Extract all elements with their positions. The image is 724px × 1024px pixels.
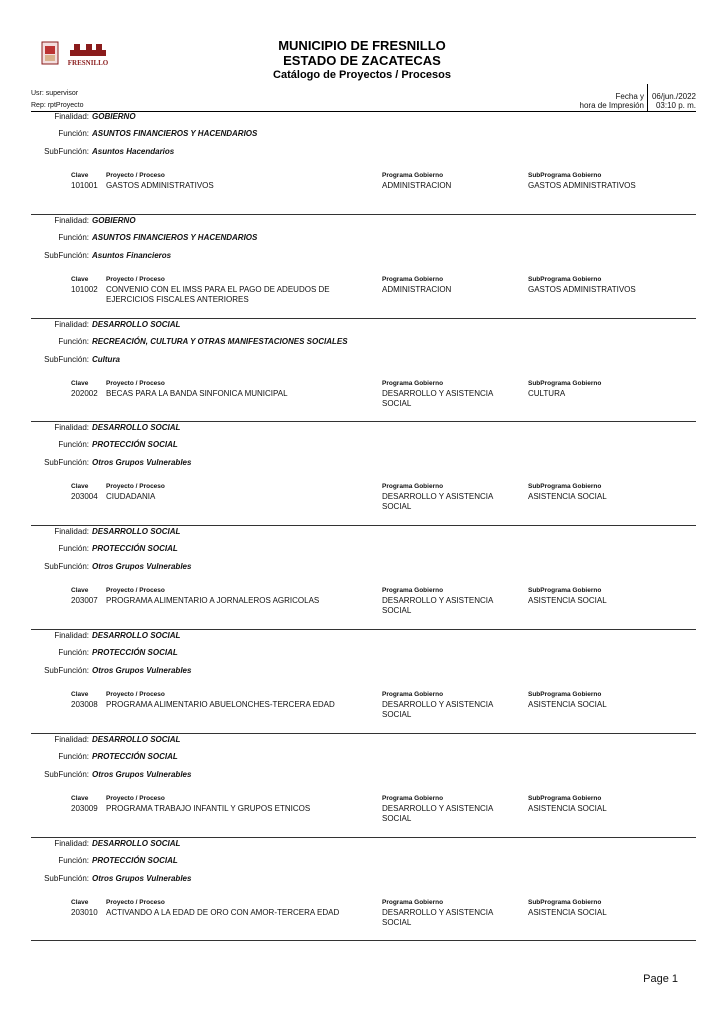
subfuncion-row (31, 666, 191, 675)
programa-value: DESARROLLO Y ASISTENCIA SOCIAL (382, 907, 493, 927)
programa-header: Programa Gobierno (382, 898, 444, 906)
finalidad-label: Finalidad: (54, 838, 89, 848)
proyecto-header: Proyecto / Proceso (106, 587, 165, 595)
subprograma-header: SubPrograma Gobierno (528, 794, 602, 802)
print-date-value (650, 92, 696, 110)
print-date-label-line1: Fecha y (615, 92, 644, 101)
finalidad-row (31, 527, 180, 536)
report-title: Catálogo de Proyectos / Procesos (273, 69, 451, 81)
subprograma-header: SubPrograma Gobierno (528, 690, 602, 698)
page-number: Page 1 (643, 973, 678, 985)
proyecto-header: Proyecto / Proceso (106, 172, 165, 179)
subfuncion-value: Asuntos Financieros (92, 250, 172, 260)
print-date-divider (647, 84, 648, 112)
funcion-row (31, 648, 178, 657)
subfuncion-row (31, 458, 191, 467)
subfuncion-value: Otros Grupos Vulnerables (92, 458, 192, 468)
subprograma-header: SubPrograma Gobierno (528, 275, 602, 283)
subprograma-value: ASISTENCIA SOCIAL (528, 492, 607, 502)
proyecto-header: Proyecto / Proceso (106, 483, 165, 491)
programa-header: Programa Gobierno (382, 794, 444, 802)
finalidad-value: DESARROLLO SOCIAL (92, 734, 181, 744)
finalidad-value: DESARROLLO SOCIAL (92, 319, 181, 329)
proyecto-value: PROGRAMA ALIMENTARIO A JORNALEROS AGRICOLAS (106, 596, 320, 606)
programa-value: DESARROLLO Y ASISTENCIA SOCIAL (382, 596, 493, 616)
subprograma-value: ASISTENCIA SOCIAL (528, 699, 607, 709)
subprograma-value: CULTURA (528, 388, 566, 398)
proyecto-value: PROGRAMA TRABAJO INFANTIL Y GRUPOS ETNICOS (106, 803, 311, 813)
finalidad-label: Finalidad: (54, 112, 89, 121)
programa-header: Programa Gobierno (382, 275, 444, 283)
funcion-label: Función: (58, 129, 89, 138)
clave-header: Clave (71, 172, 89, 179)
project-record (31, 111, 696, 215)
proyecto-value: PROGRAMA ALIMENTARIO ABUELONCHES-TERCERA EDAD (106, 699, 335, 709)
subprograma-value: ASISTENCIA SOCIAL (528, 803, 607, 813)
finalidad-value: GOBIERNO (92, 215, 136, 225)
page-title: MUNICIPIO DE FRESNILLO (278, 38, 446, 53)
funcion-label: Función: (58, 336, 89, 346)
funcion-value: PROTECCIÓN SOCIAL (92, 544, 178, 554)
programa-value: ADMINISTRACION (382, 181, 452, 190)
subfuncion-value: Otros Grupos Vulnerables (92, 562, 192, 572)
subfuncion-label: SubFunción: (44, 873, 89, 883)
subfuncion-label: SubFunción: (44, 769, 89, 779)
proyecto-value: CIUDADANIA (106, 492, 156, 502)
page-subtitle: ESTADO DE ZACATECAS (283, 53, 441, 68)
finalidad-row (31, 320, 180, 329)
subprograma-header: SubPrograma Gobierno (528, 483, 602, 491)
programa-header: Programa Gobierno (382, 483, 444, 491)
programa-value: ADMINISTRACION (382, 284, 452, 294)
funcion-value: ASUNTOS FINANCIEROS Y HACENDARIOS (92, 232, 258, 242)
finalidad-row (31, 839, 180, 848)
funcion-label: Función: (58, 855, 89, 865)
subfuncion-row (31, 770, 191, 779)
clave-header: Clave (71, 275, 89, 283)
clave-value: 202002 (71, 388, 98, 398)
finalidad-value: GOBIERNO (92, 112, 136, 121)
subprograma-value: ASISTENCIA SOCIAL (528, 907, 607, 917)
funcion-value: PROTECCIÓN SOCIAL (92, 751, 178, 761)
subfuncion-value: Otros Grupos Vulnerables (92, 873, 192, 883)
print-time: 03:10 p. m. (655, 101, 696, 110)
subfuncion-row (31, 251, 171, 260)
subfuncion-row (31, 874, 191, 883)
subprograma-header: SubPrograma Gobierno (528, 172, 602, 179)
project-record (31, 526, 696, 630)
logo-wordmark: FRESNILLO (67, 59, 109, 67)
clave-value: 203009 (71, 803, 98, 813)
programa-value: DESARROLLO Y ASISTENCIA SOCIAL (382, 803, 493, 823)
subprograma-value: GASTOS ADMINISTRATIVOS (528, 284, 636, 294)
user-label: Usr: supervisor (31, 90, 79, 97)
proyecto-value: CONVENIO CON EL IMSS PARA EL PAGO DE ADEUDOS DE EJERCICIOS FISCALES ANTERIORES (106, 284, 330, 304)
clave-header: Clave (71, 587, 89, 595)
subfuncion-label: SubFunción: (44, 354, 89, 364)
proyecto-header: Proyecto / Proceso (106, 690, 165, 698)
clave-value: 203010 (71, 907, 98, 917)
finalidad-label: Finalidad: (54, 319, 89, 329)
funcion-row (31, 233, 257, 242)
subfuncion-value: Asuntos Hacendarios (92, 147, 175, 156)
programa-value: DESARROLLO Y ASISTENCIA SOCIAL (382, 699, 493, 719)
finalidad-label: Finalidad: (54, 630, 89, 640)
finalidad-label: Finalidad: (54, 215, 89, 225)
finalidad-row (31, 112, 136, 121)
proyecto-header: Proyecto / Proceso (106, 794, 165, 802)
subprograma-header: SubPrograma Gobierno (528, 587, 602, 595)
project-record (31, 319, 696, 423)
clave-header: Clave (71, 483, 89, 491)
subfuncion-label: SubFunción: (44, 250, 89, 260)
subfuncion-row (31, 355, 120, 364)
funcion-label: Función: (58, 647, 89, 657)
finalidad-label: Finalidad: (54, 423, 89, 433)
subfuncion-label: SubFunción: (44, 665, 89, 675)
clave-value: 101002 (71, 284, 98, 294)
funcion-value: PROTECCIÓN SOCIAL (92, 855, 178, 865)
report-header (0, 38, 724, 83)
funcion-label: Función: (58, 232, 89, 242)
finalidad-label: Finalidad: (54, 527, 89, 537)
proyecto-header: Proyecto / Proceso (106, 275, 165, 283)
subprograma-header: SubPrograma Gobierno (528, 379, 602, 387)
print-date-block (556, 84, 696, 114)
clave-header: Clave (71, 690, 89, 698)
finalidad-row (31, 216, 136, 225)
finalidad-row (31, 423, 180, 432)
clave-header: Clave (71, 379, 89, 387)
finalidad-value: DESARROLLO SOCIAL (92, 423, 181, 433)
programa-header: Programa Gobierno (382, 172, 444, 179)
funcion-value: ASUNTOS FINANCIEROS Y HACENDARIOS (92, 129, 258, 138)
finalidad-row (31, 735, 180, 744)
funcion-value: PROTECCIÓN SOCIAL (92, 647, 178, 657)
clave-value: 101001 (71, 181, 98, 190)
clave-value: 203007 (71, 596, 98, 606)
print-date-label-line2: hora de Impresión (579, 101, 644, 110)
funcion-row (31, 129, 257, 138)
finalidad-label: Finalidad: (54, 734, 89, 744)
report-id-label: Rep: rptProyecto (31, 102, 84, 109)
print-date: 06/jun./2022 (651, 92, 696, 101)
programa-header: Programa Gobierno (382, 379, 444, 387)
subfuncion-label: SubFunción: (44, 562, 89, 572)
proyecto-header: Proyecto / Proceso (106, 379, 165, 387)
funcion-row (31, 752, 178, 761)
proyecto-value: BECAS PARA LA BANDA SINFONICA MUNICIPAL (106, 388, 288, 398)
funcion-row (31, 856, 178, 865)
proyecto-value: GASTOS ADMINISTRATIVOS (106, 181, 214, 190)
finalidad-value: DESARROLLO SOCIAL (92, 838, 181, 848)
clave-header: Clave (71, 898, 89, 906)
funcion-row (31, 544, 178, 553)
subfuncion-value: Otros Grupos Vulnerables (92, 769, 192, 779)
subfuncion-label: SubFunción: (44, 147, 89, 156)
subprograma-header: SubPrograma Gobierno (528, 898, 602, 906)
subfuncion-value: Cultura (92, 354, 120, 364)
finalidad-row (31, 631, 180, 640)
subprograma-value: ASISTENCIA SOCIAL (528, 596, 607, 606)
funcion-row (31, 440, 178, 449)
clave-value: 203008 (71, 699, 98, 709)
project-record (31, 630, 696, 734)
funcion-label: Función: (58, 751, 89, 761)
clave-header: Clave (71, 794, 89, 802)
records-list (31, 111, 696, 941)
programa-header: Programa Gobierno (382, 587, 444, 595)
programa-value: DESARROLLO Y ASISTENCIA SOCIAL (382, 388, 493, 408)
funcion-value: PROTECCIÓN SOCIAL (92, 440, 178, 450)
proyecto-header: Proyecto / Proceso (106, 898, 165, 906)
funcion-value: RECREACIÓN, CULTURA Y OTRAS MANIFESTACIONES SOCIALES (92, 336, 348, 346)
project-record (31, 422, 696, 526)
project-record (31, 838, 696, 942)
subfuncion-row (31, 147, 174, 156)
funcion-row (31, 337, 348, 346)
finalidad-value: DESARROLLO SOCIAL (92, 630, 181, 640)
print-date-label (580, 92, 644, 110)
funcion-label: Función: (58, 544, 89, 554)
finalidad-value: DESARROLLO SOCIAL (92, 527, 181, 537)
programa-value: DESARROLLO Y ASISTENCIA SOCIAL (382, 492, 493, 512)
funcion-label: Función: (58, 440, 89, 450)
subfuncion-label: SubFunción: (44, 458, 89, 468)
clave-value: 203004 (71, 492, 98, 502)
programa-header: Programa Gobierno (382, 690, 444, 698)
project-record (31, 734, 696, 838)
subprograma-value: GASTOS ADMINISTRATIVOS (528, 181, 636, 190)
proyecto-value: ACTIVANDO A LA EDAD DE ORO CON AMOR-TERCERA EDAD (106, 907, 340, 917)
subfuncion-value: Otros Grupos Vulnerables (92, 665, 192, 675)
project-record (31, 215, 696, 319)
subfuncion-row (31, 562, 191, 571)
